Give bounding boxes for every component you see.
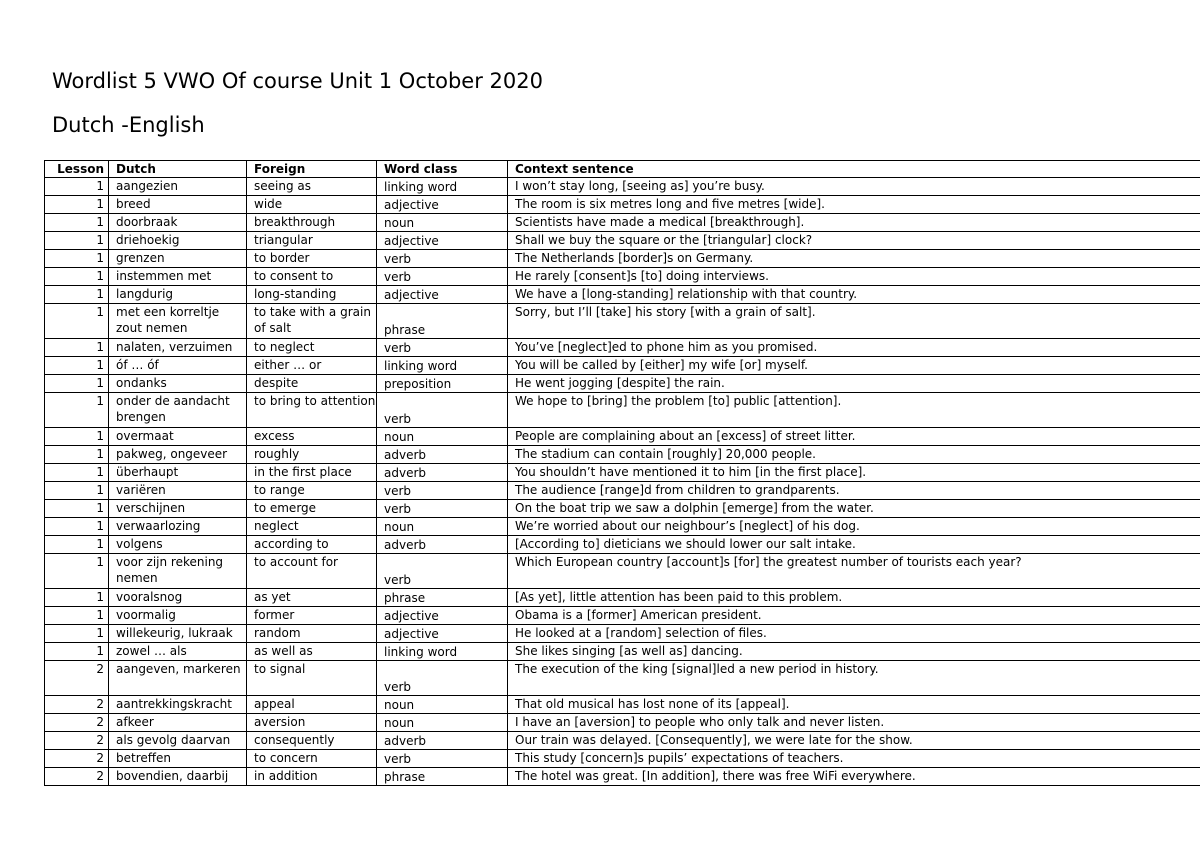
cell-context-sentence: He looked at a [random] selection of files. <box>508 625 1200 643</box>
cell-context-sentence: Shall we buy the square or the [triangular] clock? <box>508 232 1200 250</box>
cell-foreign: to signal <box>247 661 377 696</box>
cell-word-class: phrase <box>377 304 508 339</box>
cell-lesson: 1 <box>45 268 109 286</box>
cell-dutch: ondanks <box>109 375 247 393</box>
cell-lesson: 1 <box>45 214 109 232</box>
cell-context-sentence: [According to] dieticians we should lower our salt intake. <box>508 536 1200 554</box>
cell-word-class: adjective <box>377 232 508 250</box>
cell-lesson: 1 <box>45 428 109 446</box>
cell-dutch: voormalig <box>109 607 247 625</box>
cell-foreign: to bring to attention <box>247 393 377 428</box>
table-row <box>45 178 1200 196</box>
cell-dutch: variëren <box>109 482 247 500</box>
cell-dutch: volgens <box>109 536 247 554</box>
cell-foreign: to border <box>247 250 377 268</box>
cell-word-class: adjective <box>377 286 508 304</box>
table-row <box>45 393 1200 428</box>
cell-foreign: to neglect <box>247 339 377 357</box>
cell-dutch: met een korreltje zout nemen <box>109 304 247 339</box>
cell-lesson: 1 <box>45 286 109 304</box>
table-row <box>45 339 1200 357</box>
cell-context-sentence: He went jogging [despite] the rain. <box>508 375 1200 393</box>
table-row <box>45 304 1200 339</box>
table-row <box>45 500 1200 518</box>
cell-context-sentence: On the boat trip we saw a dolphin [emerge] from the water. <box>508 500 1200 518</box>
table-row <box>45 375 1200 393</box>
cell-word-class: verb <box>377 339 508 357</box>
table-row <box>45 482 1200 500</box>
cell-lesson: 1 <box>45 536 109 554</box>
table-row <box>45 714 1200 732</box>
cell-word-class: phrase <box>377 768 508 786</box>
cell-foreign: according to <box>247 536 377 554</box>
cell-context-sentence: The stadium can contain [roughly] 20,000 people. <box>508 446 1200 464</box>
cell-word-class: adjective <box>377 625 508 643</box>
cell-foreign: appeal <box>247 696 377 714</box>
cell-foreign: neglect <box>247 518 377 536</box>
cell-lesson: 2 <box>45 732 109 750</box>
cell-word-class: verb <box>377 554 508 589</box>
table-row <box>45 536 1200 554</box>
cell-word-class: linking word <box>377 643 508 661</box>
table-row <box>45 643 1200 661</box>
table-row <box>45 214 1200 232</box>
cell-word-class: verb <box>377 482 508 500</box>
cell-dutch: nalaten, verzuimen <box>109 339 247 357</box>
cell-foreign: in the first place <box>247 464 377 482</box>
cell-dutch: als gevolg daarvan <box>109 732 247 750</box>
table-row <box>45 357 1200 375</box>
table-header-row <box>45 161 1200 178</box>
cell-context-sentence: Obama is a [former] American president. <box>508 607 1200 625</box>
page-title: Wordlist 5 VWO Of course Unit 1 October 2020 <box>52 69 543 93</box>
cell-dutch: langdurig <box>109 286 247 304</box>
cell-dutch: pakweg, ongeveer <box>109 446 247 464</box>
cell-foreign: wide <box>247 196 377 214</box>
cell-foreign: random <box>247 625 377 643</box>
cell-lesson: 1 <box>45 446 109 464</box>
cell-word-class: phrase <box>377 589 508 607</box>
cell-context-sentence: She likes singing [as well as] dancing. <box>508 643 1200 661</box>
table-row <box>45 428 1200 446</box>
cell-context-sentence: People are complaining about an [excess] of street litter. <box>508 428 1200 446</box>
cell-foreign: long-standing <box>247 286 377 304</box>
cell-dutch: doorbraak <box>109 214 247 232</box>
cell-dutch: voor zijn rekening nemen <box>109 554 247 589</box>
header-word-class: Word class <box>377 161 508 178</box>
cell-lesson: 2 <box>45 661 109 696</box>
cell-context-sentence: Which European country [account]s [for] the greatest number of tourists each year? <box>508 554 1200 589</box>
table-row <box>45 589 1200 607</box>
cell-lesson: 1 <box>45 232 109 250</box>
cell-foreign: excess <box>247 428 377 446</box>
table-row <box>45 232 1200 250</box>
cell-dutch: willekeurig, lukraak <box>109 625 247 643</box>
cell-dutch: onder de aandacht brengen <box>109 393 247 428</box>
cell-foreign: to range <box>247 482 377 500</box>
cell-word-class: adverb <box>377 464 508 482</box>
cell-word-class: linking word <box>377 178 508 196</box>
cell-dutch: verschijnen <box>109 500 247 518</box>
table-row <box>45 250 1200 268</box>
cell-dutch: grenzen <box>109 250 247 268</box>
table-row <box>45 446 1200 464</box>
header-lesson: Lesson <box>45 161 109 178</box>
cell-word-class: verb <box>377 661 508 696</box>
cell-context-sentence: We have a [long-standing] relationship with that country. <box>508 286 1200 304</box>
cell-word-class: adjective <box>377 196 508 214</box>
cell-foreign: in addition <box>247 768 377 786</box>
cell-lesson: 1 <box>45 554 109 589</box>
table-row <box>45 750 1200 768</box>
header-foreign: Foreign <box>247 161 377 178</box>
cell-lesson: 1 <box>45 357 109 375</box>
cell-dutch: verwaarlozing <box>109 518 247 536</box>
cell-lesson: 2 <box>45 750 109 768</box>
cell-foreign: to consent to <box>247 268 377 286</box>
cell-foreign: former <box>247 607 377 625</box>
cell-foreign: either … or <box>247 357 377 375</box>
table-row <box>45 661 1200 696</box>
cell-dutch: óf … óf <box>109 357 247 375</box>
cell-context-sentence: Scientists have made a medical [breakthrough]. <box>508 214 1200 232</box>
cell-dutch: betreffen <box>109 750 247 768</box>
cell-context-sentence: This study [concern]s pupils’ expectations of teachers. <box>508 750 1200 768</box>
cell-lesson: 1 <box>45 339 109 357</box>
cell-word-class: adverb <box>377 536 508 554</box>
cell-word-class: adjective <box>377 607 508 625</box>
cell-context-sentence: Our train was delayed. [Consequently], we were late for the show. <box>508 732 1200 750</box>
cell-context-sentence: The hotel was great. [In addition], there was free WiFi everywhere. <box>508 768 1200 786</box>
cell-word-class: verb <box>377 500 508 518</box>
cell-context-sentence: You will be called by [either] my wife [or] myself. <box>508 357 1200 375</box>
cell-context-sentence: The audience [range]d from children to grandparents. <box>508 482 1200 500</box>
cell-lesson: 1 <box>45 589 109 607</box>
cell-word-class: noun <box>377 714 508 732</box>
cell-lesson: 1 <box>45 375 109 393</box>
cell-foreign: as well as <box>247 643 377 661</box>
cell-dutch: bovendien, daarbij <box>109 768 247 786</box>
cell-lesson: 2 <box>45 768 109 786</box>
table-row <box>45 607 1200 625</box>
cell-dutch: aantrekkingskracht <box>109 696 247 714</box>
table-row <box>45 268 1200 286</box>
page-subtitle: Dutch -English <box>52 113 205 137</box>
cell-context-sentence: You shouldn’t have mentioned it to him [in the first place]. <box>508 464 1200 482</box>
table-row <box>45 732 1200 750</box>
cell-foreign: to concern <box>247 750 377 768</box>
table-row <box>45 518 1200 536</box>
wordlist-table <box>44 160 1200 786</box>
cell-word-class: noun <box>377 696 508 714</box>
cell-foreign: breakthrough <box>247 214 377 232</box>
header-dutch: Dutch <box>109 161 247 178</box>
cell-word-class: linking word <box>377 357 508 375</box>
cell-foreign: to emerge <box>247 500 377 518</box>
cell-word-class: adverb <box>377 732 508 750</box>
cell-dutch: vooralsnog <box>109 589 247 607</box>
cell-word-class: verb <box>377 250 508 268</box>
cell-lesson: 1 <box>45 196 109 214</box>
cell-lesson: 1 <box>45 607 109 625</box>
cell-dutch: afkeer <box>109 714 247 732</box>
cell-dutch: instemmen met <box>109 268 247 286</box>
cell-foreign: aversion <box>247 714 377 732</box>
cell-context-sentence: Sorry, but I’ll [take] his story [with a grain of salt]. <box>508 304 1200 339</box>
cell-dutch: driehoekig <box>109 232 247 250</box>
table-row <box>45 768 1200 786</box>
table-row <box>45 696 1200 714</box>
cell-word-class: noun <box>377 518 508 536</box>
cell-foreign: to account for <box>247 554 377 589</box>
cell-context-sentence: The execution of the king [signal]led a new period in history. <box>508 661 1200 696</box>
cell-context-sentence: I have an [aversion] to people who only talk and never listen. <box>508 714 1200 732</box>
cell-word-class: adverb <box>377 446 508 464</box>
cell-lesson: 1 <box>45 464 109 482</box>
cell-context-sentence: We’re worried about our neighbour’s [neglect] of his dog. <box>508 518 1200 536</box>
cell-foreign: as yet <box>247 589 377 607</box>
cell-dutch: aangezien <box>109 178 247 196</box>
cell-dutch: aangeven, markeren <box>109 661 247 696</box>
table-body <box>45 178 1200 786</box>
cell-word-class: noun <box>377 214 508 232</box>
cell-foreign: despite <box>247 375 377 393</box>
cell-context-sentence: The Netherlands [border]s on Germany. <box>508 250 1200 268</box>
cell-lesson: 1 <box>45 250 109 268</box>
cell-lesson: 1 <box>45 482 109 500</box>
cell-lesson: 1 <box>45 304 109 339</box>
cell-foreign: triangular <box>247 232 377 250</box>
cell-context-sentence: That old musical has lost none of its [appeal]. <box>508 696 1200 714</box>
cell-word-class: verb <box>377 393 508 428</box>
cell-foreign: to take with a grain of salt <box>247 304 377 339</box>
table-row <box>45 554 1200 589</box>
cell-context-sentence: [As yet], little attention has been paid to this problem. <box>508 589 1200 607</box>
table-row <box>45 196 1200 214</box>
cell-lesson: 1 <box>45 518 109 536</box>
cell-word-class: verb <box>377 750 508 768</box>
table-row <box>45 286 1200 304</box>
table-row <box>45 464 1200 482</box>
cell-lesson: 1 <box>45 643 109 661</box>
cell-dutch: zowel … als <box>109 643 247 661</box>
cell-lesson: 1 <box>45 178 109 196</box>
cell-dutch: overmaat <box>109 428 247 446</box>
cell-context-sentence: I won’t stay long, [seeing as] you’re busy. <box>508 178 1200 196</box>
cell-lesson: 1 <box>45 393 109 428</box>
cell-dutch: breed <box>109 196 247 214</box>
cell-context-sentence: He rarely [consent]s [to] doing interviews. <box>508 268 1200 286</box>
cell-foreign: consequently <box>247 732 377 750</box>
cell-context-sentence: You’ve [neglect]ed to phone him as you promised. <box>508 339 1200 357</box>
cell-foreign: seeing as <box>247 178 377 196</box>
cell-lesson: 1 <box>45 500 109 518</box>
cell-context-sentence: The room is six metres long and five metres [wide]. <box>508 196 1200 214</box>
cell-lesson: 2 <box>45 714 109 732</box>
cell-lesson: 1 <box>45 625 109 643</box>
cell-foreign: roughly <box>247 446 377 464</box>
cell-word-class: noun <box>377 428 508 446</box>
header-context-sentence: Context sentence <box>508 161 1200 178</box>
cell-lesson: 2 <box>45 696 109 714</box>
cell-context-sentence: We hope to [bring] the problem [to] public [attention]. <box>508 393 1200 428</box>
cell-word-class: preposition <box>377 375 508 393</box>
table-row <box>45 625 1200 643</box>
cell-word-class: verb <box>377 268 508 286</box>
cell-dutch: überhaupt <box>109 464 247 482</box>
